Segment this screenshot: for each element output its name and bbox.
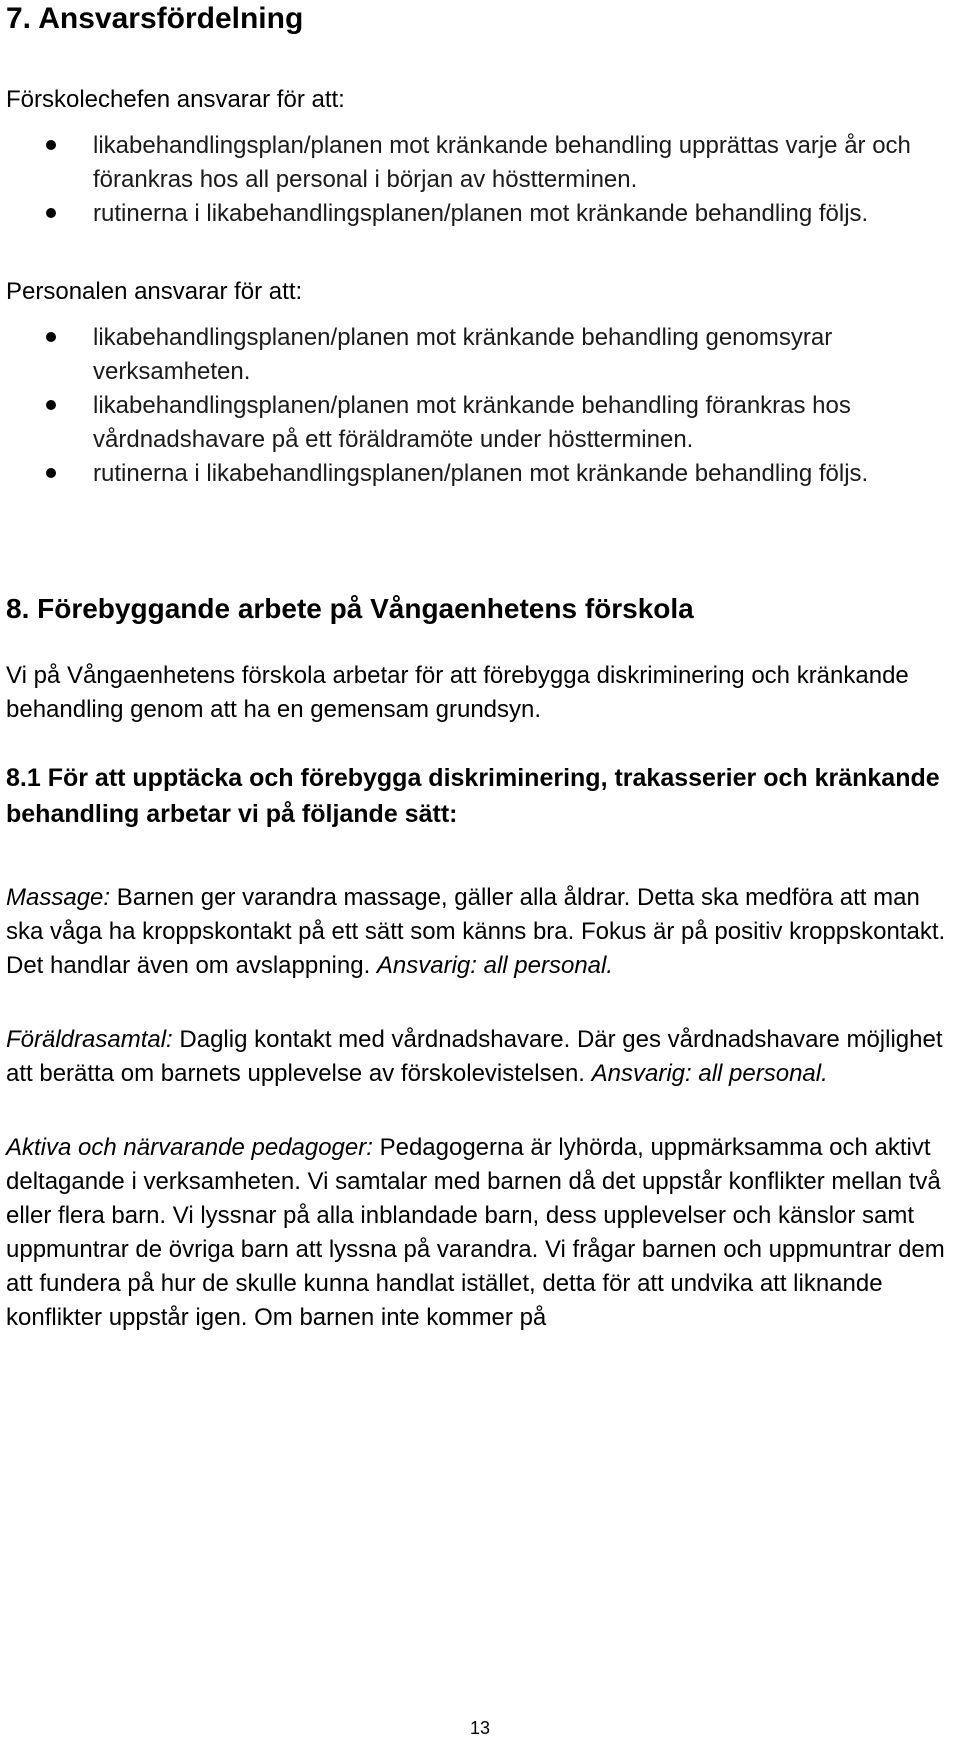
- massage-responsible: Ansvarig: all personal.: [376, 952, 614, 979]
- foraldrasamtal-paragraph: [6, 1023, 954, 1091]
- aktiva-pedagoger-text: Pedagogerna är lyhörda, uppmärksamma och aktivt deltagande i verksamheten. Vi samtalar med barnen då det uppstår konflikter mellan två eller flera barn. Vi lyssnar på alla inblandade barn, dess upplevelser och känslor samt uppmuntrar de övriga barn att lyssna på varandra. Vi frågar barnen och uppmuntrar dem att fundera på hur de skulle kunna handlat istället, detta för att undvika att liknande konflikter uppstår igen. Om barnen inte kommer på: [6, 1134, 945, 1331]
- massage-paragraph: [6, 881, 954, 983]
- page-number: 13: [469, 1718, 491, 1738]
- bullet-icon: [46, 140, 56, 150]
- list-item: [6, 197, 954, 231]
- list-item-text: likabehandlingsplan/planen mot kränkande behandling upprättas varje år och förankras hos all personal i början av höstterminen.: [93, 132, 911, 193]
- section-7-heading: 7. Ansvarsfördelning: [6, 2, 304, 35]
- list-item-text: rutinerna i likabehandlingsplanen/planen mot kränkande behandling följs.: [93, 200, 869, 227]
- list-item-text: likabehandlingsplanen/planen mot kränkande behandling förankras hos vårdnadshavare på ett föräldramöte under höstterminen.: [93, 392, 851, 453]
- aktiva-pedagoger-paragraph: [6, 1131, 954, 1335]
- bullet-icon: [46, 468, 56, 478]
- list-item: [6, 389, 954, 457]
- personal-intro: Personalen ansvarar för att:: [6, 278, 303, 305]
- foraldrasamtal-responsible: Ansvarig: all personal.: [591, 1060, 828, 1087]
- section-8-1-heading: 8.1 För att upptäcka och förebygga diskriminering, trakasserier och kränkande behandling arbetar vi på följande sätt:: [6, 764, 940, 828]
- personal-responsibility-list: [6, 321, 954, 491]
- list-item-text: rutinerna i likabehandlingsplanen/planen mot kränkande behandling följs.: [93, 460, 869, 487]
- aktiva-pedagoger-label: Aktiva och närvarande pedagoger:: [6, 1134, 373, 1161]
- chef-responsibility-list: [6, 129, 954, 231]
- list-item: [6, 457, 954, 491]
- massage-text: Barnen ger varandra massage, gäller alla åldrar. Detta ska medföra att man ska våga ha kroppskontakt på ett sätt som känns bra. Fokus är på positiv kroppskontakt. Det handlar även om avslappning.: [6, 884, 946, 979]
- list-item-text: likabehandlingsplanen/planen mot kränkande behandling genomsyrar verksamheten.: [93, 324, 833, 385]
- list-item: [6, 321, 954, 389]
- foraldrasamtal-text: Daglig kontakt med vårdnadshavare. Där ges vårdnadshavare möjlighet att berätta om barnets upplevelse av förskolevistelsen.: [6, 1026, 943, 1087]
- bullet-icon: [46, 332, 56, 342]
- massage-label: Massage:: [6, 884, 111, 911]
- document-page: [6, 0, 954, 1335]
- bullet-icon: [46, 400, 56, 410]
- bullet-icon: [46, 208, 56, 218]
- chef-intro: Förskolechefen ansvarar för att:: [6, 86, 345, 113]
- list-item: [6, 129, 954, 197]
- section-8-heading: 8. Förebyggande arbete på Vångaenhetens förskola: [6, 593, 694, 624]
- foraldrasamtal-label: Föräldrasamtal:: [6, 1026, 173, 1053]
- section-8-intro: Vi på Vångaenhetens förskola arbetar för att förebygga diskriminering och kränkande behandling genom att ha en gemensam grundsyn.: [6, 662, 909, 723]
